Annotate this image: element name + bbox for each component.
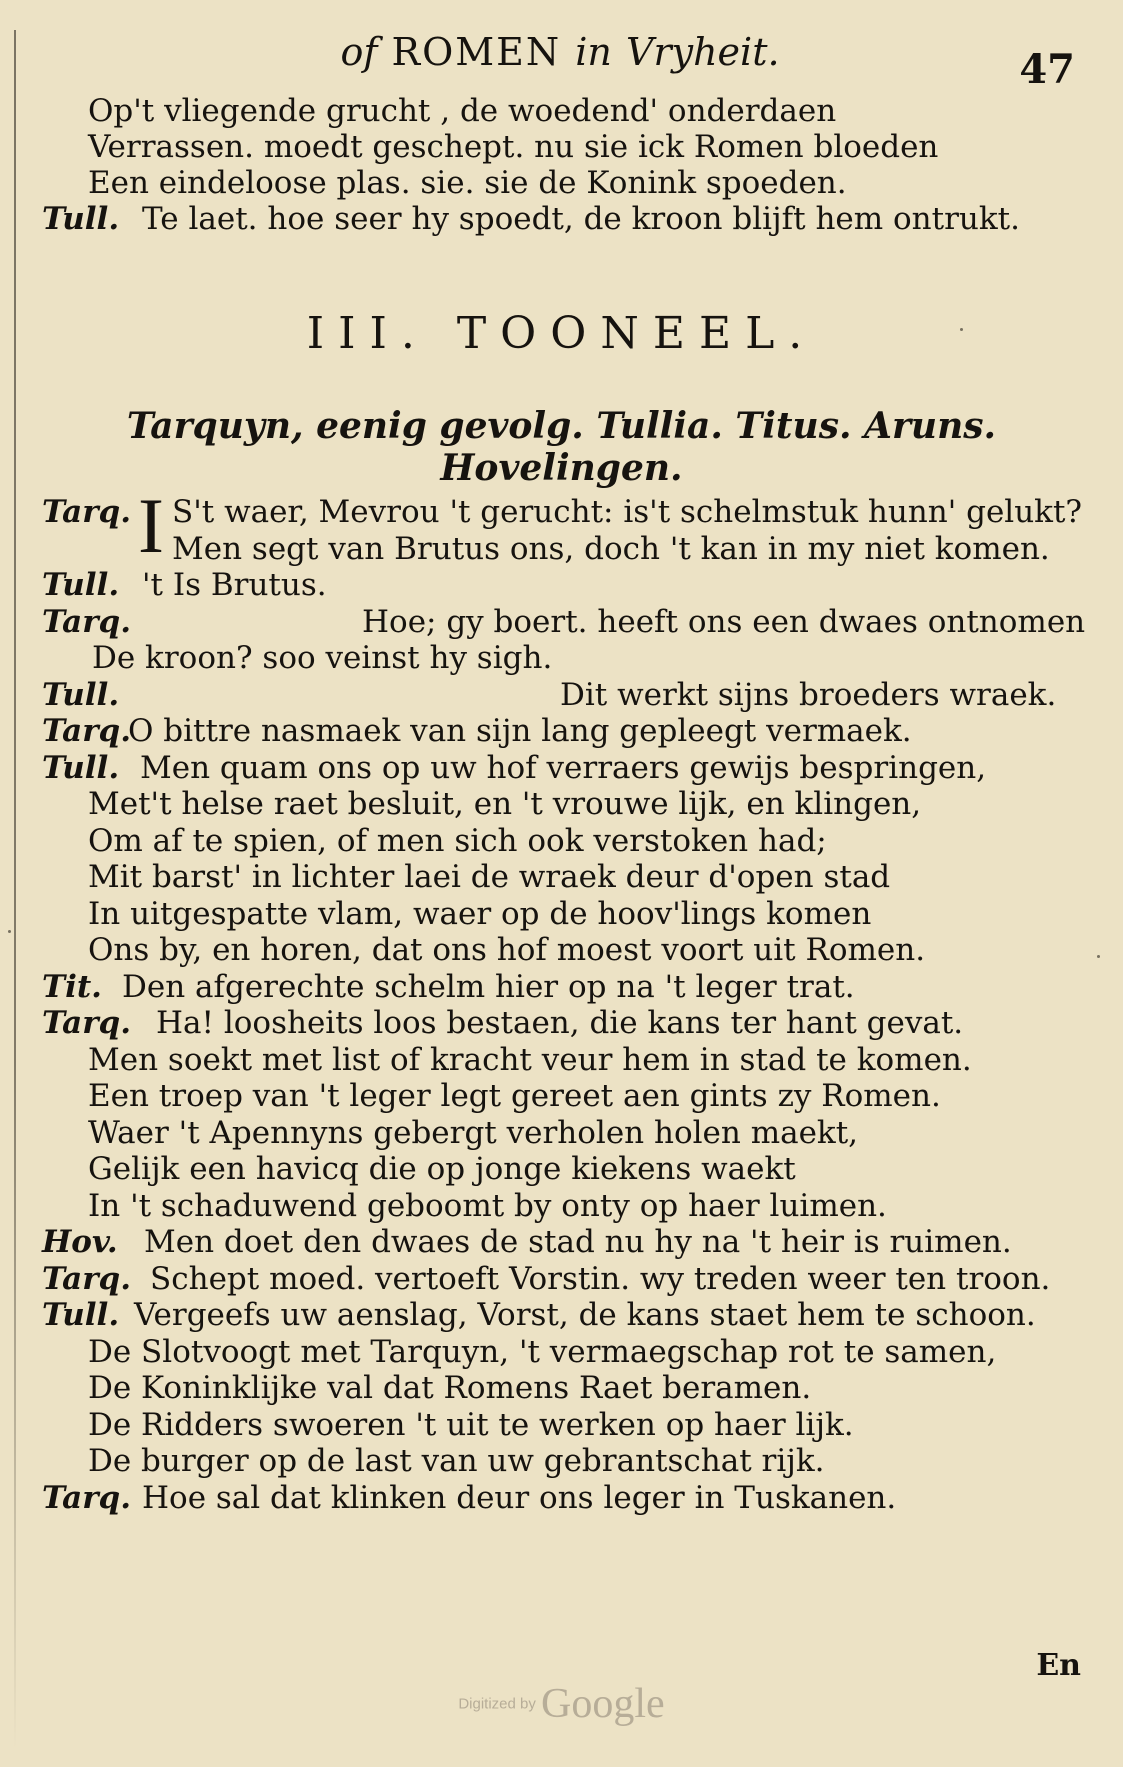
speaker-label: Tarq. (42, 1261, 131, 1297)
verse-line (0, 1187, 1123, 1225)
title-mid: in (575, 30, 612, 74)
verse-text: Den afgerechte schelm hier op na 't leger trat. (122, 969, 855, 1005)
dramatis-personae: Tarquyn, eenig gevolg. Tullia. Titus. Aruns. Hovelingen. (126, 405, 997, 489)
verse-text: In uitgespatte vlam, waer op de hoov'lings komen (88, 896, 872, 932)
verse-line (0, 164, 1123, 202)
verse-text: Met't helse raet besluit, en 't vrouwe lijk, en klingen, (88, 786, 922, 822)
verse-line (0, 1442, 1123, 1480)
running-title (270, 30, 850, 74)
digitized-footer (0, 1680, 1123, 1728)
verse-line (0, 749, 1123, 787)
verse-line (0, 712, 1123, 750)
verse-line (0, 931, 1123, 969)
speaker-label: Tull. (42, 1297, 120, 1333)
verse-text: Verrassen. moedt geschept. nu sie ick Romen bloeden (88, 129, 939, 165)
verse-text: Waer 't Apennyns gebergt verholen holen maekt, (88, 1115, 859, 1151)
speaker-label: Tarq. (42, 1480, 131, 1516)
verse-line (0, 1114, 1123, 1152)
page-number: 47 (1019, 46, 1075, 93)
ink-speck (8, 930, 11, 933)
verse-text: Dit werkt sijns broeders wraek. (560, 677, 1057, 713)
verse-line (0, 1260, 1123, 1298)
verse-line (0, 1296, 1123, 1334)
verse-line (0, 603, 1123, 641)
scene-title: III. TOONEEL. (306, 308, 817, 359)
speaker-label: Tarq. (42, 713, 131, 749)
verse-text: Een eindeloose plas. sie. sie de Konink spoeden. (88, 165, 847, 201)
verse-line (0, 92, 1123, 130)
title-pre: of (340, 30, 378, 74)
verse-text: De Ridders swoeren 't uit te werken op haer lijk. (88, 1407, 854, 1443)
verse-text: Een troep van 't leger legt gereet aen gints zy Romen. (88, 1078, 941, 1114)
verse-text: 't Is Brutus. (142, 567, 327, 603)
verse-line (0, 1479, 1123, 1517)
verse-text: O bittre nasmaek van sijn lang gepleegt vermaek. (128, 713, 912, 749)
verse-line (0, 676, 1123, 714)
verse-line (0, 493, 1123, 531)
verse-text: Men soekt met list of kracht veur hem in stad te komen. (88, 1042, 972, 1078)
drop-cap: I (138, 482, 164, 569)
verse-line (0, 1041, 1123, 1079)
verse-text: De Slotvoogt met Tarquyn, 't vermaegschap rot te samen, (88, 1334, 997, 1370)
verse-text: Schept moed. vertoeft Vorstin. wy treden weer ten troon. (150, 1261, 1051, 1297)
verse-text: De Koninklijke val dat Romens Raet beramen. (88, 1370, 812, 1406)
verse-line (0, 1004, 1123, 1042)
verse-line (0, 822, 1123, 860)
verse-text: Mit barst' in lichter laei de wraek deur d'open stad (88, 859, 891, 895)
verse-line (0, 1150, 1123, 1188)
verse-line (0, 968, 1123, 1006)
verse-text: Gelijk een havicq die op jonge kiekens waekt (88, 1151, 796, 1187)
verse-line (0, 1223, 1123, 1261)
title-main: ROMEN (391, 30, 562, 74)
verse-text: Men doet den dwaes de stad nu hy na 't heir is ruimen. (144, 1224, 1012, 1260)
speaker-label: Tarq. (42, 604, 131, 640)
verse-line (0, 858, 1123, 896)
verse-text: De kroon? soo veinst hy sigh. (92, 640, 553, 676)
verse-line (0, 200, 1123, 238)
digitized-label: Digitized by (458, 1695, 536, 1713)
verse-line (0, 128, 1123, 166)
speaker-label: Tull. (42, 567, 120, 603)
verse-text: Op't vliegende grucht , de woedend' onderdaen (88, 93, 837, 129)
google-logo: Google (540, 1681, 665, 1727)
verse-text: Hoe sal dat klinken deur ons leger in Tuskanen. (142, 1480, 897, 1516)
verse-line (0, 1077, 1123, 1115)
speaker-label: Tull. (42, 201, 120, 237)
page-header (0, 30, 1123, 93)
verse-text: De burger op de last van uw gebrantschat rijk. (88, 1443, 825, 1479)
verse-line (0, 785, 1123, 823)
verse-line (0, 530, 1123, 568)
verse-text: Ons by, en horen, dat ons hof moest voort uit Romen. (88, 932, 926, 968)
verse-line (0, 895, 1123, 933)
verse-line (0, 566, 1123, 604)
speaker-label: Hov. (42, 1224, 118, 1260)
catchword: En (1036, 1648, 1081, 1683)
verse-text: In 't schaduwend geboomt by onty op haer luimen. (88, 1188, 887, 1224)
verse-line (0, 1369, 1123, 1407)
verse-text: Om af te spien, of men sich ook verstoken had; (88, 823, 827, 859)
verse-line (0, 1333, 1123, 1371)
verse-line (0, 1406, 1123, 1444)
verse-text: Men segt van Brutus ons, doch 't kan in my niet komen. (172, 531, 1050, 567)
title-post: Vryheit. (626, 30, 780, 74)
verse-text: S't waer, Mevrou 't gerucht: is't schelmstuk hunn' gelukt? (172, 494, 1083, 530)
ink-speck (960, 328, 963, 331)
verse-text: Vergeefs uw aenslag, Vorst, de kans staet hem te schoon. (134, 1297, 1036, 1333)
verse-text: Ha! loosheits loos bestaen, die kans ter hant gevat. (156, 1005, 964, 1041)
verse-text: Men quam ons op uw hof verraers gewijs bespringen, (140, 750, 987, 786)
verse-text: Te laet. hoe seer hy spoedt, de kroon blijft hem ontrukt. (142, 201, 1020, 237)
verse-text: Hoe; gy boert. heeft ons een dwaes ontnomen (362, 604, 1086, 640)
speaker-label: Tit. (42, 969, 102, 1005)
speaker-label: Tull. (42, 750, 120, 786)
speaker-label: Tarq. (42, 1005, 131, 1041)
speaker-label: Tull. (42, 677, 120, 713)
verse-line (0, 639, 1123, 677)
ink-speck (1097, 955, 1100, 958)
speaker-label: Tarq. (42, 494, 131, 530)
